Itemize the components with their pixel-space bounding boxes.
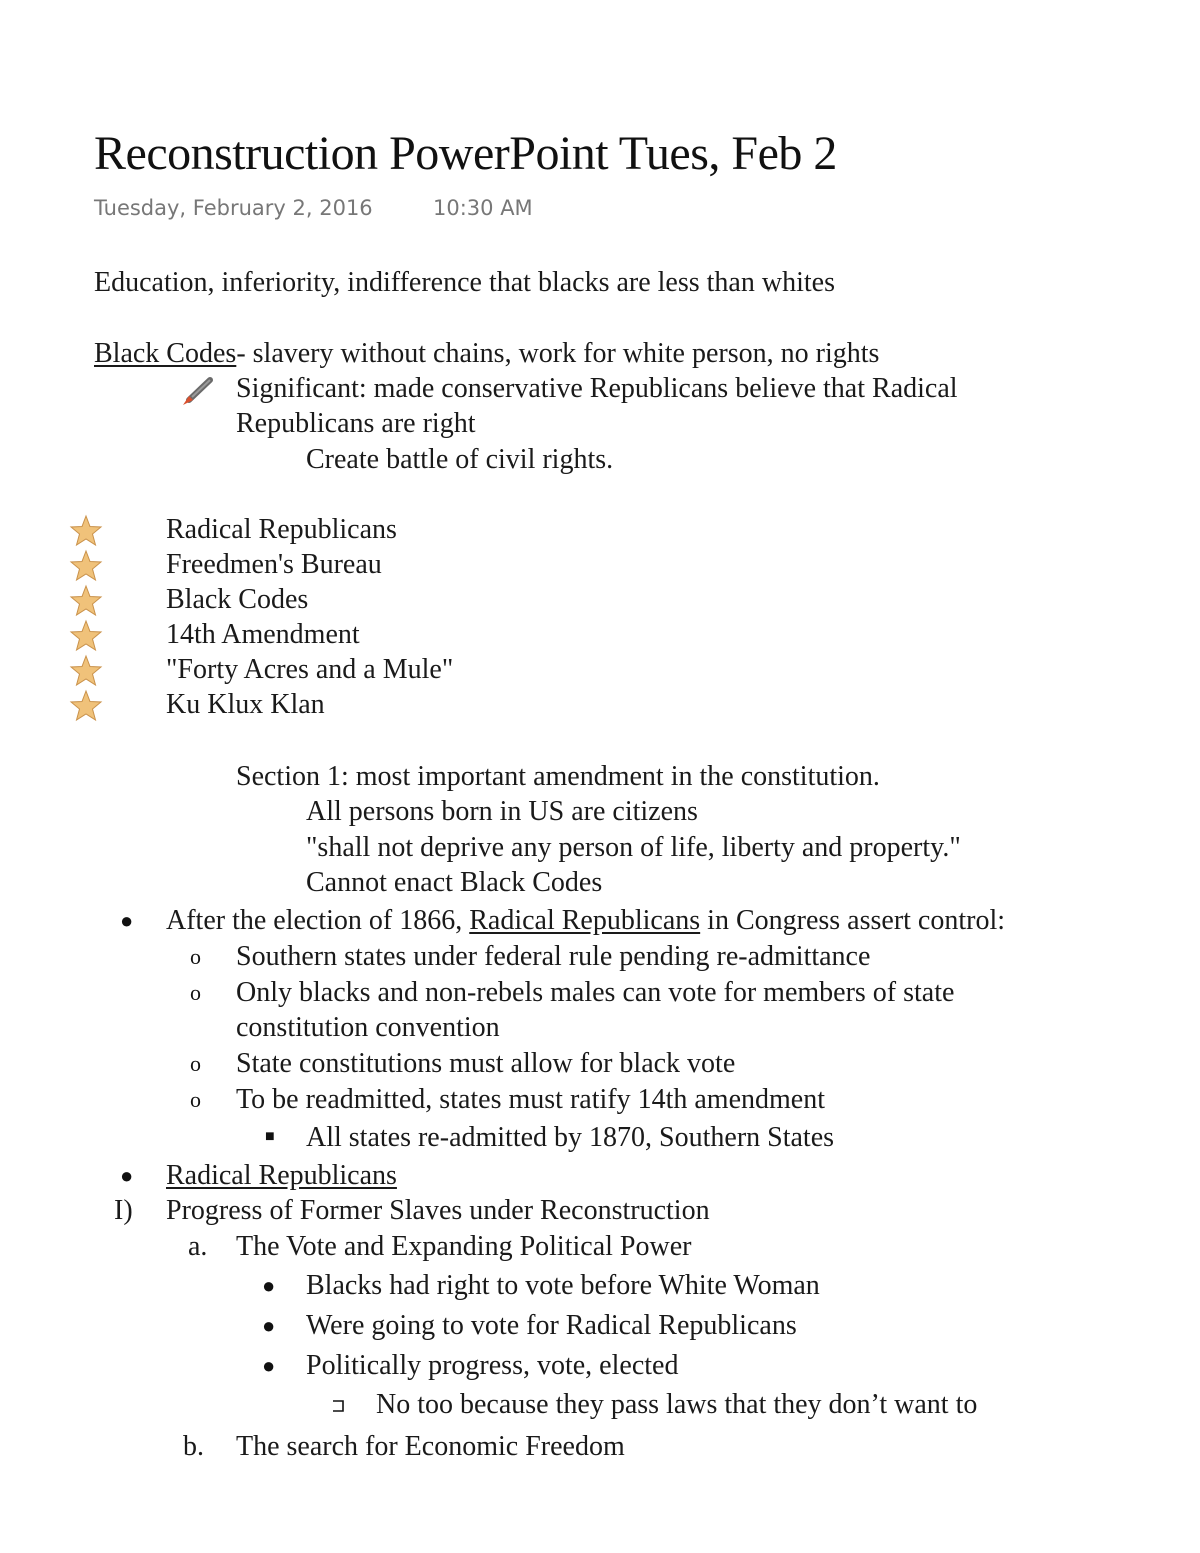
- cut-text: The search for Economic Freedom: [236, 1431, 625, 1462]
- election-sub: State constitutions must allow for black vote: [236, 1048, 736, 1079]
- bullet-circle: o: [190, 980, 201, 1005]
- black-codes-term: Black Codes: [94, 338, 237, 369]
- cut-off-line: [0, 1430, 1200, 1462]
- cut-marker: b.: [183, 1431, 204, 1462]
- election-sub: Only blacks and non-rebels males can vote for members of state: [236, 977, 955, 1008]
- star-icon: [69, 689, 103, 723]
- outline-roman: Progress of Former Slaves under Reconstruction: [166, 1195, 710, 1226]
- significant-line-2: Republicans are right: [236, 408, 476, 439]
- section1-heading: Section 1: most important amendment in the constitution.: [236, 761, 880, 792]
- starred-topic: 14th Amendment: [166, 619, 360, 650]
- note-time: 10:30 AM: [433, 196, 533, 220]
- star-icon: [69, 584, 103, 618]
- star-icon: [69, 514, 103, 548]
- starred-topic: Black Codes: [166, 584, 309, 615]
- bullet-circle: o: [190, 1051, 201, 1076]
- radical-republicans-link: Radical Republicans: [469, 905, 701, 936]
- black-codes-definition: - slavery without chains, work for white person, no rights: [236, 338, 880, 369]
- election-sub: To be readmitted, states must ratify 14th amendment: [236, 1084, 825, 1115]
- starred-topic: Freedmen's Bureau: [166, 549, 382, 580]
- checkbox-item: No too because they pass laws that they don’t want to: [376, 1389, 978, 1420]
- black-codes-line: [94, 337, 879, 371]
- starred-topic: "Forty Acres and a Mule": [166, 654, 454, 685]
- star-icon: [69, 549, 103, 583]
- bullet-dot: ●: [120, 1163, 134, 1188]
- letter-marker: a.: [188, 1231, 208, 1262]
- radical-republicans-heading: Radical Republicans: [166, 1160, 397, 1191]
- section1-point: "shall not deprive any person of life, liberty and property.": [306, 832, 961, 863]
- bullet-dot: ●: [120, 908, 134, 933]
- intro-line: Education, inferiority, indifference that blacks are less than whites: [94, 267, 835, 298]
- note-date: Tuesday, February 2, 2016: [94, 196, 373, 220]
- section1-point: All persons born in US are citizens: [306, 796, 698, 827]
- bullet-dot: ●: [262, 1353, 276, 1378]
- checkbox-icon[interactable]: [330, 1398, 346, 1414]
- bullet-circle: o: [190, 1087, 201, 1112]
- outline-bullet: Blacks had right to vote before White Woman: [306, 1270, 820, 1301]
- starred-topic: Radical Republicans: [166, 514, 397, 545]
- election-prefix: After the election of 1866,: [166, 905, 470, 936]
- page-title: Reconstruction PowerPoint Tues, Feb 2: [94, 127, 837, 180]
- civil-rights-line: Create battle of civil rights.: [306, 444, 614, 475]
- bullet-square: ■: [265, 1128, 275, 1145]
- star-icon: [69, 654, 103, 688]
- starred-topic: Ku Klux Klan: [166, 689, 325, 720]
- outline-letter: The Vote and Expanding Political Power: [236, 1231, 692, 1262]
- election-sub-continued: constitution convention: [236, 1012, 500, 1043]
- election-suffix: in Congress assert control:: [700, 905, 1006, 936]
- significant-line-1: Significant: made conservative Republicans believe that Radical: [236, 373, 958, 404]
- star-icon: [69, 619, 103, 653]
- election-detail: All states re-admitted by 1870, Southern States: [306, 1122, 835, 1153]
- bullet-circle: o: [190, 944, 201, 969]
- section1-point: Cannot enact Black Codes: [306, 867, 603, 898]
- election-line: [166, 904, 1005, 938]
- roman-marker: I): [114, 1195, 133, 1226]
- bullet-dot: ●: [262, 1273, 276, 1298]
- pen-icon: [180, 376, 214, 406]
- election-sub: Southern states under federal rule pending re-admittance: [236, 941, 871, 972]
- outline-bullet: Were going to vote for Radical Republicans: [306, 1310, 797, 1341]
- outline-bullet: Politically progress, vote, elected: [306, 1350, 679, 1381]
- bullet-dot: ●: [262, 1313, 276, 1338]
